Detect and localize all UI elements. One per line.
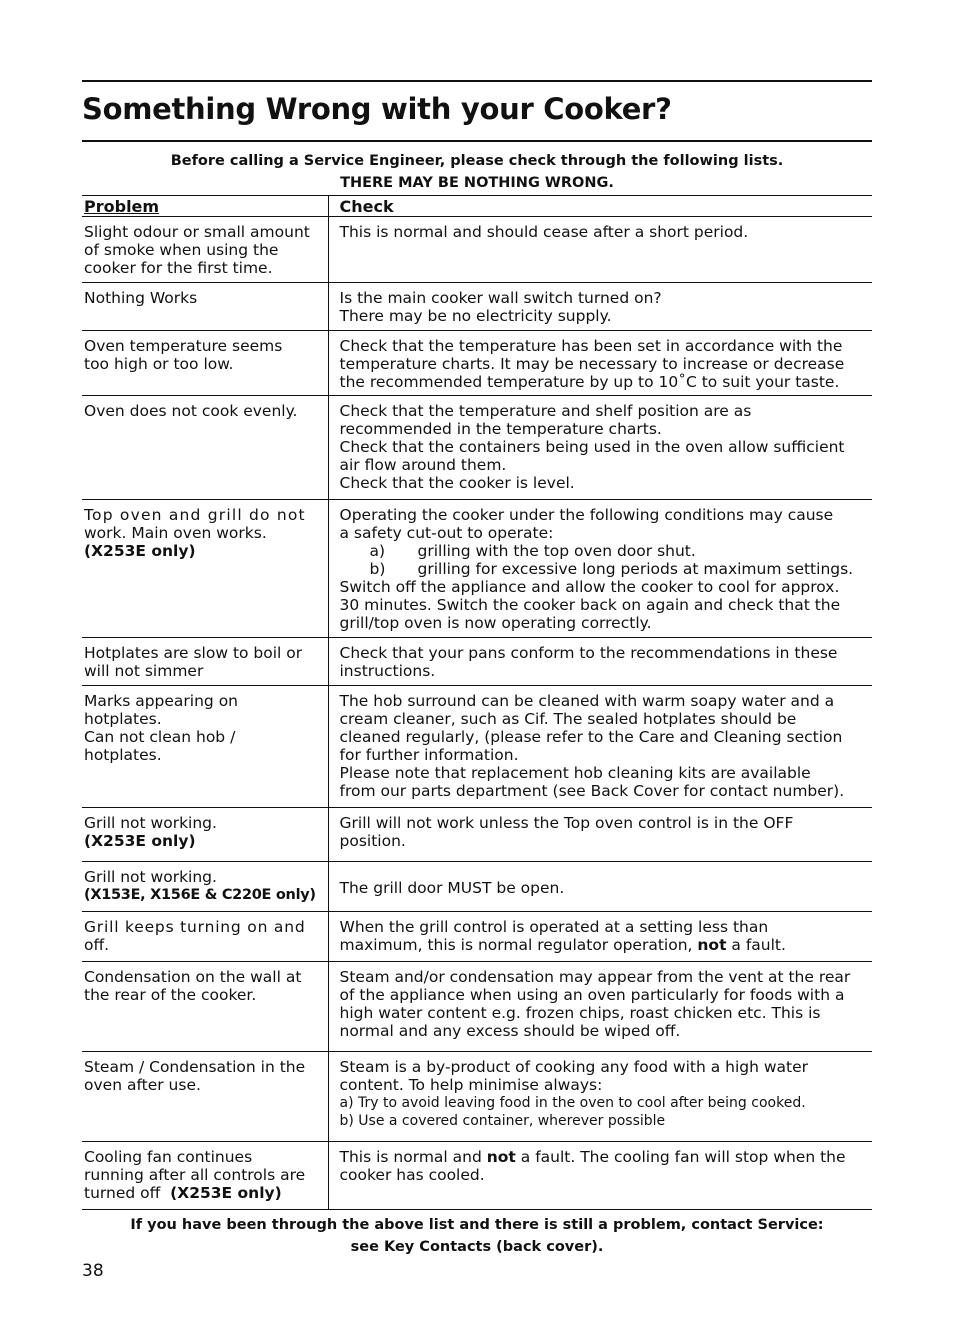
footer-line-2: see Key Contacts (back cover). xyxy=(350,1239,604,1255)
check-cell: This is normal and should cease after a short period. xyxy=(328,217,872,283)
check-cell: Steam and/or condensation may appear from the vent at the rear of the appliance when using an oven particularly for foods with a high water content e.g. frozen chips, roast chicken etc. This is normal and any excess should be wiped off. xyxy=(328,962,872,1052)
header-check: Check xyxy=(328,196,872,217)
check-cell: Steam is a by-product of cooking any food with a high water content. To help minimise always: a) Try to avoid leaving food in the oven to cool after being cooked. b) Use a covered container, wherever possible xyxy=(328,1052,872,1142)
check-cell: The hob surround can be cleaned with warm soapy water and a cream cleaner, such as Cif. The sealed hotplates should be cleaned regularly, (please refer to the Care and Cleaning section for further information. Please note that replacement hob cleaning kits are available from our parts department (see Back Cover for contact number). xyxy=(328,686,872,808)
check-cell: Operating the cooker under the following conditions may cause a safety cut-out to operate: a) grilling with the top oven door shut. b) grilling for excessive long periods at maximum settings. Switch off the appliance and allow the cooker to cool for approx. 30 minutes. Switch the cooker back on again and check that the grill/top oven is now operating correctly. xyxy=(328,500,872,638)
check-cell: Grill will not work unless the Top oven control is in the OFF position. xyxy=(328,808,872,862)
table-row xyxy=(82,686,872,808)
problem-cell: Slight odour or small amount of smoke when using the cooker for the first time. xyxy=(82,217,328,283)
footer-line-1: If you have been through the above list and there is still a problem, contact Service: xyxy=(130,1217,824,1233)
table-row xyxy=(82,331,872,396)
problem-cell: Grill not working. (X253E only) xyxy=(82,808,328,862)
problem-cell: Cooling fan continues running after all controls are turned off (X253E only) xyxy=(82,1142,328,1210)
problem-cell: Nothing Works xyxy=(82,283,328,331)
table-header-row xyxy=(82,196,872,217)
troubleshooting-table xyxy=(82,195,872,1210)
check-cell: The grill door MUST be open. xyxy=(328,862,872,912)
table-row xyxy=(82,862,872,912)
problem-cell: Top oven and grill do not work. Main oven works. (X253E only) xyxy=(82,500,328,638)
check-cell: Check that the temperature and shelf position are as recommended in the temperature charts. Check that the containers being used in the oven allow sufficient air flow around them. Check that the cooker is level. xyxy=(328,396,872,500)
problem-cell: Hotplates are slow to boil or will not simmer xyxy=(82,638,328,686)
intro-line-2: THERE MAY BE NOTHING WRONG. xyxy=(340,175,614,191)
check-cell: This is normal and not a fault. The cooling fan will stop when the cooker has cooled. xyxy=(328,1142,872,1210)
footer-note xyxy=(82,1210,872,1258)
table-row xyxy=(82,1142,872,1210)
table-row xyxy=(82,962,872,1052)
problem-cell: Marks appearing on hotplates. Can not clean hob / hotplates. xyxy=(82,686,328,808)
check-list-item: b) grilling for excessive long periods at maximum settings. xyxy=(369,560,854,578)
page xyxy=(82,80,872,1258)
check-cell: Check that your pans conform to the recommendations in these instructions. xyxy=(328,638,872,686)
check-list-item: a) grilling with the top oven door shut. xyxy=(369,542,696,560)
table-row xyxy=(82,1052,872,1142)
problem-cell: Oven does not cook evenly. xyxy=(82,396,328,500)
table-row xyxy=(82,283,872,331)
table-row xyxy=(82,396,872,500)
check-cell: When the grill control is operated at a setting less than maximum, this is normal regulator operation, not a fault. xyxy=(328,912,872,962)
table-row xyxy=(82,500,872,638)
page-title: Something Wrong with your Cooker? xyxy=(82,82,872,142)
check-cell: Check that the temperature has been set in accordance with the temperature charts. It may be necessary to increase or decrease the recommended temperature by up to 10˚C to suit your taste. xyxy=(328,331,872,396)
problem-cell: Oven temperature seems too high or too low. xyxy=(82,331,328,396)
check-cell: Is the main cooker wall switch turned on? There may be no electricity supply. xyxy=(328,283,872,331)
table-row xyxy=(82,217,872,283)
table-row xyxy=(82,912,872,962)
intro-line-1: Before calling a Service Engineer, please check through the following lists. xyxy=(170,153,784,169)
table-row xyxy=(82,638,872,686)
intro xyxy=(82,142,872,194)
page-number: 38 xyxy=(82,1261,104,1281)
problem-cell: Grill not working. (X153E, X156E & C220E only) xyxy=(82,862,328,912)
problem-cell: Grill keeps turning on and off. xyxy=(82,912,328,962)
header-problem: Problem xyxy=(82,196,328,217)
table-row xyxy=(82,808,872,862)
problem-cell: Condensation on the wall at the rear of the cooker. xyxy=(82,962,328,1052)
problem-cell: Steam / Condensation in the oven after use. xyxy=(82,1052,328,1142)
